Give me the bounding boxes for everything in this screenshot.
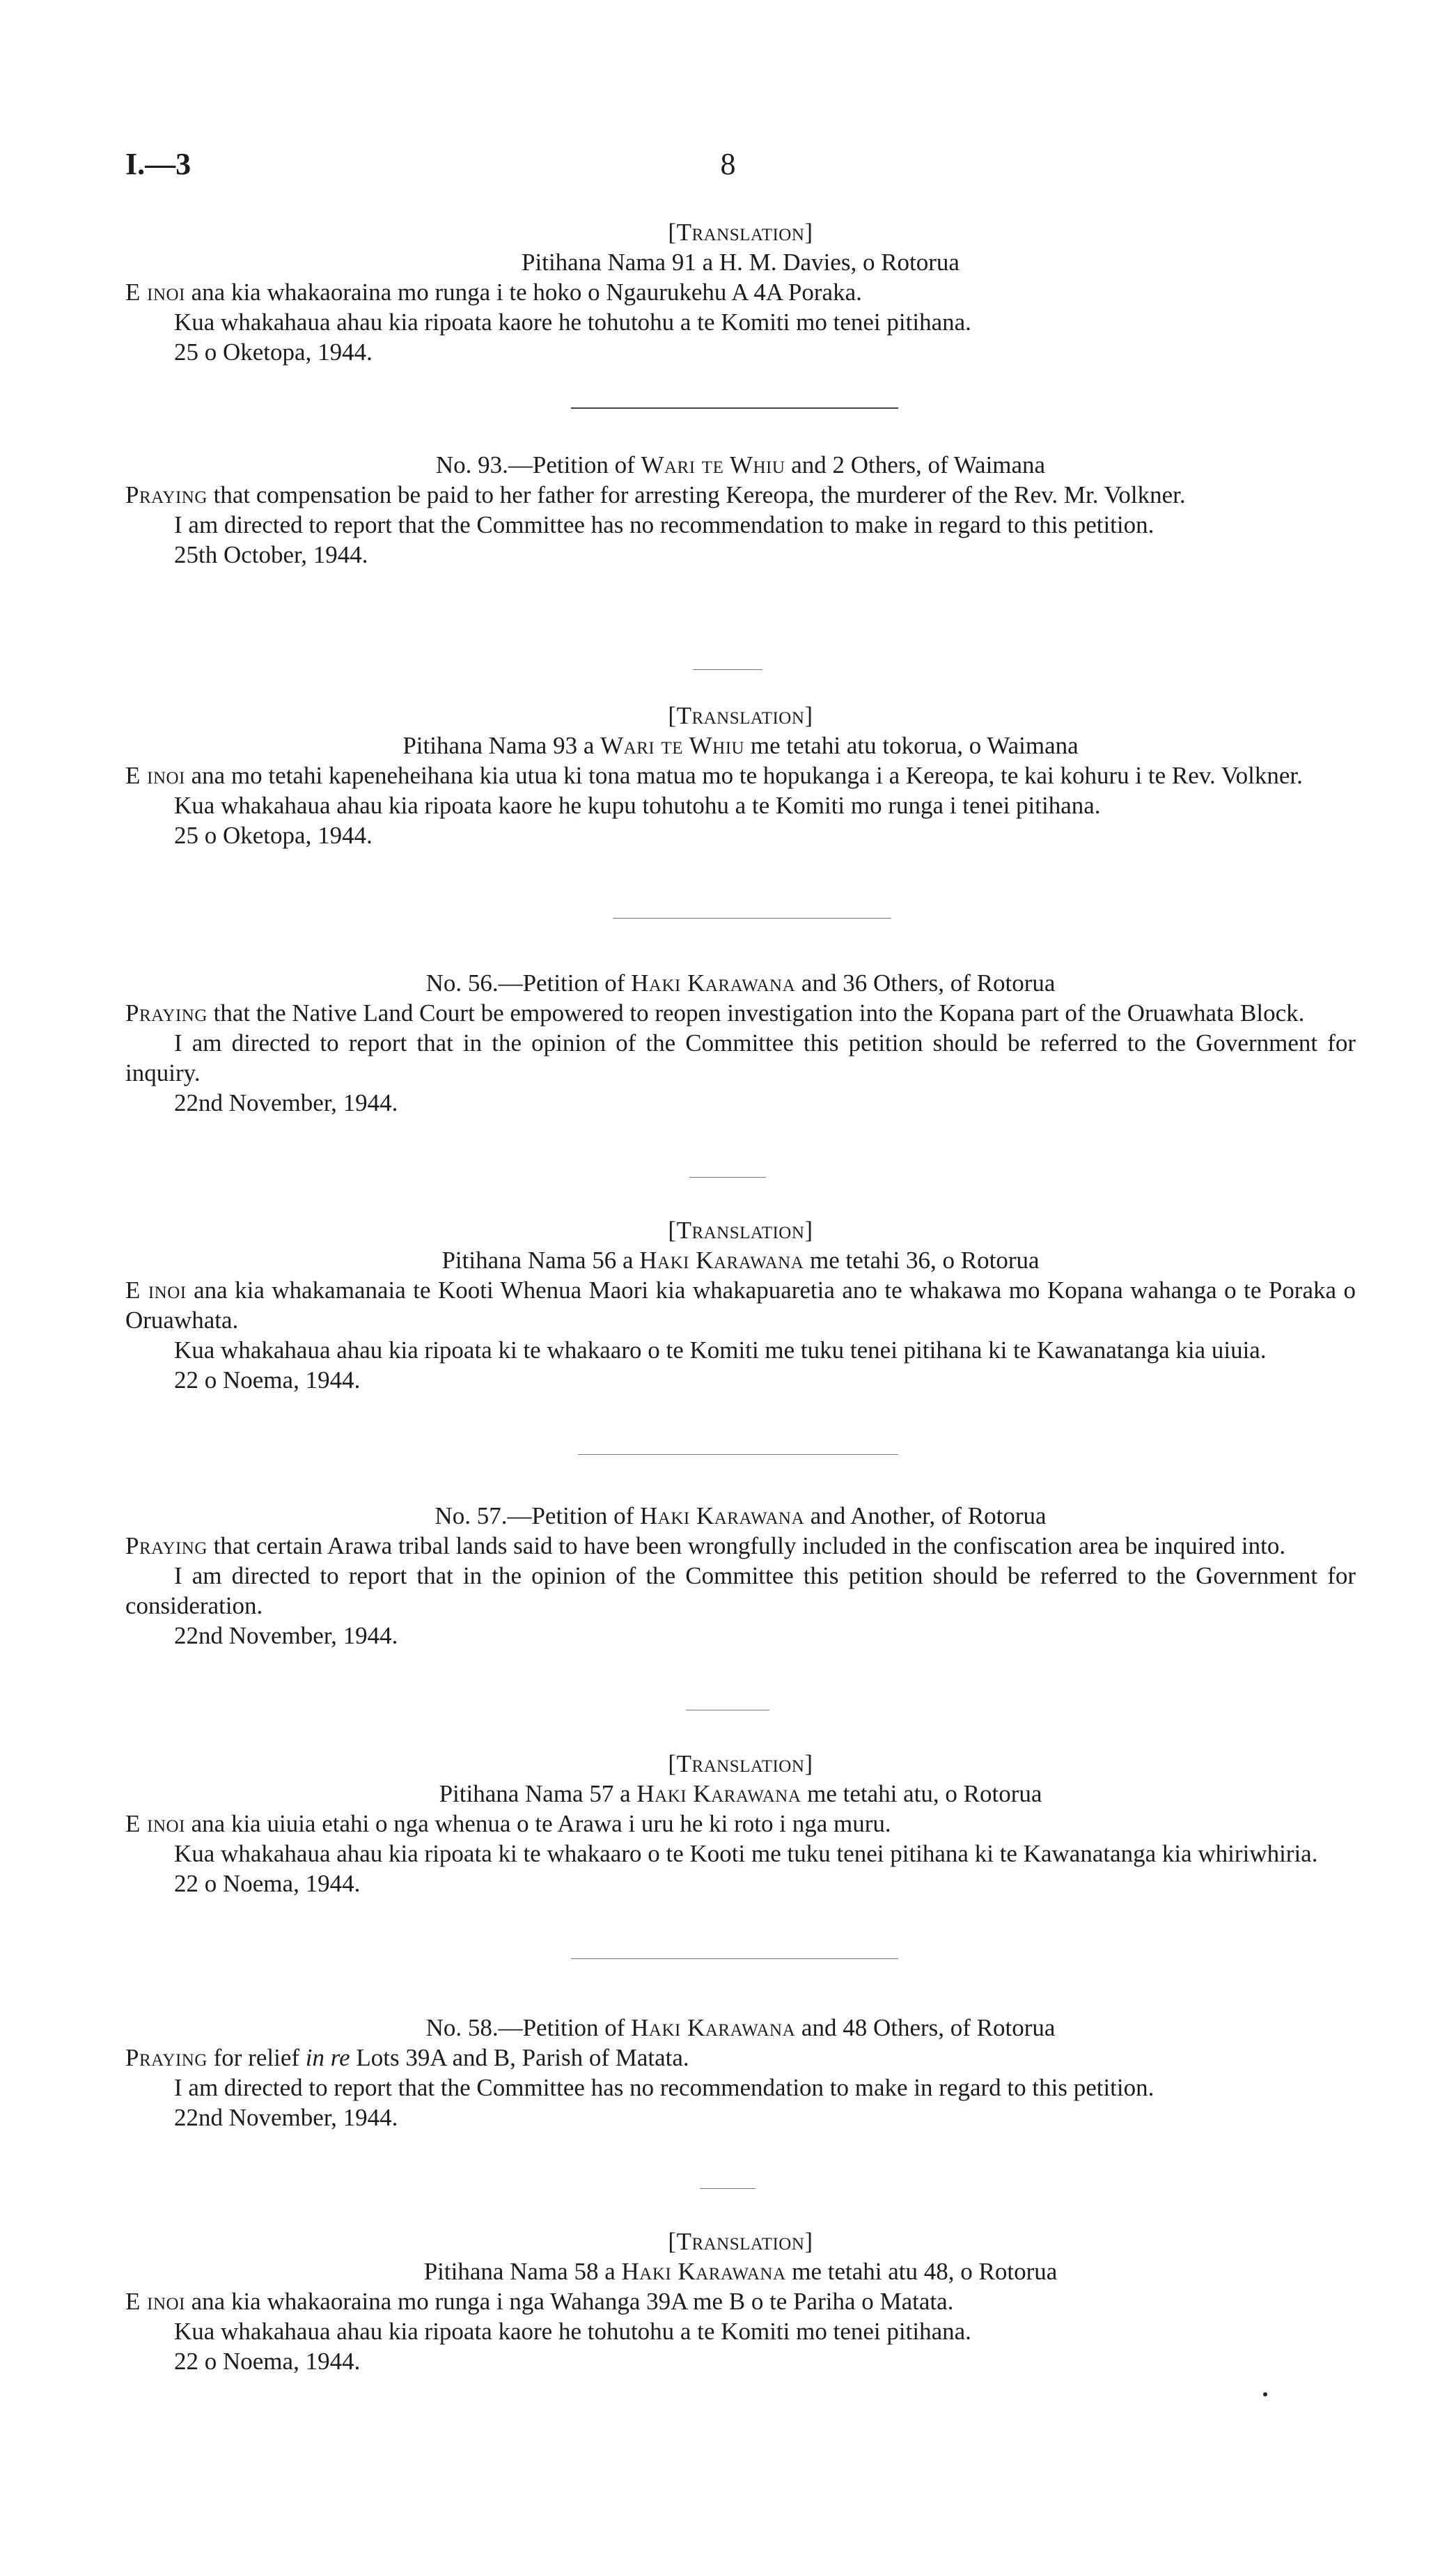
- petitioner-name: Haki Karawana: [621, 2258, 786, 2285]
- report-paragraph: I am directed to report that the Committee has no recommendation to make in regard to this petition.: [174, 511, 1154, 538]
- section-date: 22 o Noema, 1944.: [174, 1870, 361, 1897]
- prayer-paragraph: [125, 2286, 1356, 2316]
- section-divider: [700, 2188, 756, 2189]
- petitioner-name: Haki Karawana: [640, 1502, 805, 1529]
- prayer-text: ana mo tetahi kapeneheihana kia utua ki tona matua mo te hopukanga i a Kereopa, te kai kohuru i te Rev. Volkner.: [185, 762, 1303, 789]
- section-date: 25 o Oketopa, 1944.: [174, 338, 373, 366]
- report-paragraph: Kua whakahaua ahau kia ripoata ki te whakaaro o te Kooti me tuku tenei pitihana ki te Kawanatanga kia whiriwhiria.: [174, 1840, 1318, 1867]
- section-date: 22nd November, 1944.: [174, 2104, 398, 2131]
- translation-heading: [Translation]: [668, 702, 813, 729]
- prayer-lead: Praying: [125, 481, 208, 508]
- prayer-paragraph: [125, 480, 1356, 510]
- report-paragraph: Kua whakahaua ahau kia ripoata kaore he tohutohu a te Komiti mo tenei pitihana.: [174, 309, 971, 336]
- petitioner-name: Wari te Whiu: [600, 732, 745, 759]
- translation-section-91: [125, 217, 1356, 367]
- prayer-text: ana kia uiuia etahi o nga whenua o te Arawa i uru he ki roto i nga muru.: [185, 1810, 891, 1837]
- petition-number: No. 58.—Petition of: [425, 2014, 632, 2041]
- translation-origin: me tetahi atu tokorua, o Waimana: [744, 732, 1079, 759]
- prayer-text: that certain Arawa tribal lands said to have been wrongfully included in the confiscation area be inquired into.: [207, 1532, 1286, 1559]
- prayer-text: that compensation be paid to her father for arresting Kereopa, the murderer of the Rev. Mr. Volkner.: [207, 481, 1186, 508]
- petition-origin: and Another, of Rotorua: [804, 1502, 1047, 1529]
- section-date: 25 o Oketopa, 1944.: [174, 822, 373, 849]
- prayer-lead: Praying: [125, 999, 208, 1027]
- petitioner-name: Haki Karawana: [631, 969, 796, 997]
- section-divider: [693, 669, 762, 670]
- petitioner-name: Haki Karawana: [636, 1780, 801, 1807]
- translation-title: Pitihana Nama 91 a H. M. Davies, o Rotorua: [522, 249, 960, 276]
- report-paragraph: I am directed to report that in the opinion of the Committee this petition should be referred to the Government for inquiry.: [125, 1029, 1356, 1086]
- section-divider: [571, 407, 898, 409]
- section-divider: [613, 918, 891, 919]
- prayer-text: ana kia whakamanaia te Kooti Whenua Maori kia whakapuaretia ano te whakawa mo Kopana wahanga o te Poraka o Oruawhata.: [125, 1277, 1356, 1334]
- petition-origin: and 36 Others, of Rotorua: [795, 969, 1056, 997]
- section-divider: [578, 1454, 898, 1455]
- petition-title: [125, 1501, 1356, 1531]
- translation-number: Pitihana Nama 93 a: [402, 732, 601, 759]
- translation-section-58: [125, 2226, 1356, 2376]
- prayer-lead: E inoi: [125, 1277, 187, 1304]
- petition-section-58: [125, 2013, 1356, 2132]
- prayer-lead: E inoi: [125, 1810, 185, 1837]
- petition-number: No. 56.—Petition of: [425, 969, 632, 997]
- petition-title: [125, 450, 1356, 480]
- prayer-text: that the Native Land Court be empowered to reopen investigation into the Kopana part of the Oruawhata Block.: [207, 999, 1305, 1027]
- section-date: 22nd November, 1944.: [174, 1089, 398, 1116]
- translation-section-56: [125, 1215, 1356, 1395]
- section-date: 25th October, 1944.: [174, 541, 368, 568]
- translation-heading: [Translation]: [668, 219, 813, 246]
- petition-section-57: [125, 1501, 1356, 1651]
- translation-title: [125, 2256, 1356, 2286]
- prayer-lead: Praying: [125, 2044, 208, 2071]
- prayer-lead: Praying: [125, 1532, 208, 1559]
- prayer-paragraph: [125, 1809, 1356, 1839]
- report-paragraph: I am directed to report that in the opinion of the Committee this petition should be referred to the Government for consideration.: [125, 1562, 1356, 1619]
- report-paragraph: Kua whakahaua ahau kia ripoata kaore he tohutohu a te Komiti mo tenei pitihana.: [174, 2318, 971, 2345]
- report-paragraph: Kua whakahaua ahau kia ripoata kaore he kupu tohutohu a te Komiti mo runga i tenei pitihana.: [174, 792, 1101, 819]
- translation-heading: [Translation]: [668, 1750, 813, 1777]
- prayer-lead: E inoi: [125, 2288, 185, 2315]
- prayer-text: ana kia whakaoraina mo runga i te hoko o Ngaurukehu A 4A Poraka.: [185, 279, 862, 306]
- petition-origin: and 48 Others, of Rotorua: [795, 2014, 1056, 2041]
- prayer-paragraph: [125, 2043, 1356, 2073]
- page-number: 8: [720, 147, 736, 181]
- document-reference: I.—3: [125, 147, 191, 181]
- petition-section-93: [125, 450, 1356, 570]
- prayer-text: ana kia whakaoraina mo runga i nga Wahanga 39A me B o te Pariha o Matata.: [185, 2288, 954, 2315]
- translation-heading: [Translation]: [668, 1217, 813, 1244]
- petitioner-name: Haki Karawana: [639, 1247, 804, 1274]
- section-date: 22 o Noema, 1944.: [174, 1366, 361, 1394]
- prayer-paragraph: [125, 1531, 1356, 1561]
- prayer-lead: E inoi: [125, 762, 185, 789]
- translation-title: [125, 1245, 1356, 1275]
- prayer-paragraph: [125, 998, 1356, 1028]
- translation-number: Pitihana Nama 58 a: [423, 2258, 622, 2285]
- petition-title: [125, 2013, 1356, 2043]
- translation-section-57: [125, 1749, 1356, 1898]
- prayer-paragraph: [125, 1275, 1356, 1335]
- translation-title: [125, 731, 1356, 761]
- report-paragraph: I am directed to report that the Committee has no recommendation to make in regard to this petition.: [174, 2074, 1154, 2101]
- section-date: 22nd November, 1944.: [174, 1622, 398, 1649]
- section-date: 22 o Noema, 1944.: [174, 2348, 361, 2375]
- prayer-paragraph: [125, 761, 1356, 790]
- prayer-text-end: Lots 39A and B, Parish of Matata.: [350, 2044, 689, 2071]
- prayer-italic: in re: [305, 2044, 350, 2071]
- translation-origin: me tetahi atu 48, o Rotorua: [785, 2258, 1058, 2285]
- translation-heading: [Translation]: [668, 2228, 813, 2255]
- petitioner-name: Wari te Whiu: [641, 451, 785, 478]
- section-divider: [571, 1958, 898, 1959]
- report-paragraph: Kua whakahaua ahau kia ripoata ki te whakaaro o te Komiti me tuku tenei pitihana ki te Kawanatanga kia uiuia.: [174, 1336, 1267, 1364]
- translation-number: Pitihana Nama 57 a: [439, 1780, 637, 1807]
- translation-section-93: [125, 701, 1356, 850]
- prayer-lead: E inoi: [125, 279, 185, 306]
- translation-origin: me tetahi atu, o Rotorua: [801, 1780, 1042, 1807]
- section-divider: [689, 1177, 766, 1178]
- petition-title: [125, 968, 1356, 998]
- prayer-paragraph: [125, 277, 1356, 307]
- translation-origin: me tetahi 36, o Rotorua: [804, 1247, 1040, 1274]
- translation-number: Pitihana Nama 56 a: [441, 1247, 640, 1274]
- prayer-text: for relief: [207, 2044, 306, 2071]
- petition-section-56: [125, 968, 1356, 1118]
- print-mark: [1263, 2392, 1267, 2396]
- petition-number: No. 57.—Petition of: [435, 1502, 640, 1529]
- translation-title: [125, 1779, 1356, 1809]
- petitioner-name: Haki Karawana: [631, 2014, 796, 2041]
- petition-number: No. 93.—Petition of: [435, 451, 641, 478]
- petition-origin: and 2 Others, of Waimana: [785, 451, 1046, 478]
